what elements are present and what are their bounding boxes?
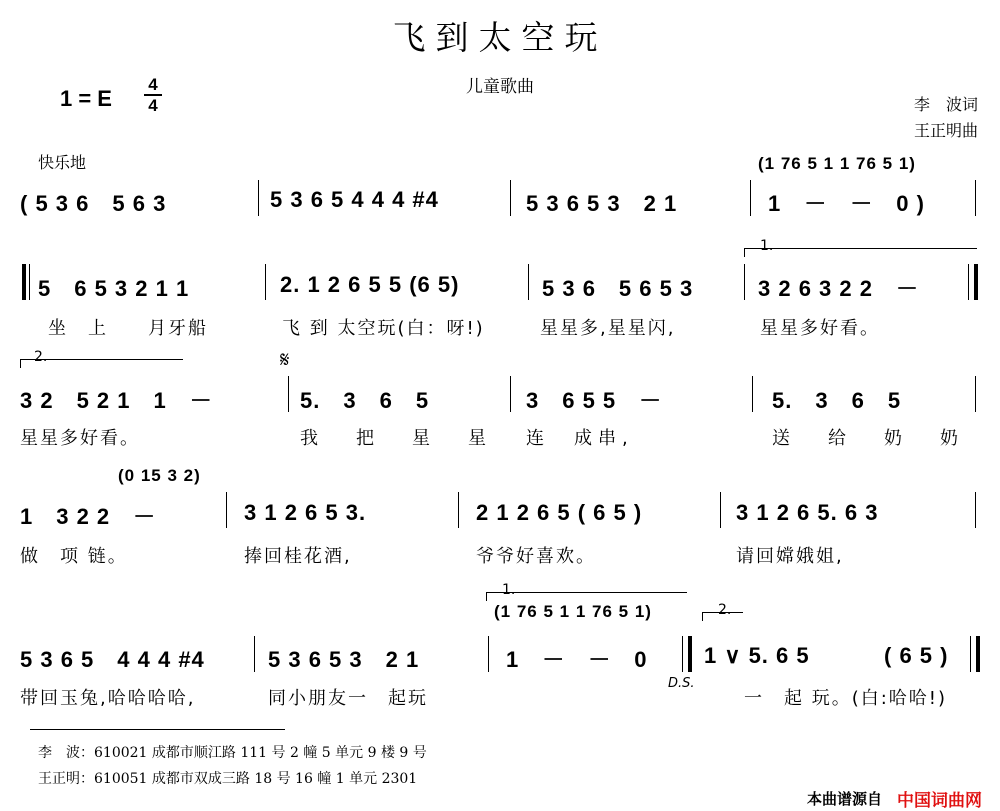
barline bbox=[488, 636, 489, 672]
final-barline bbox=[976, 636, 980, 672]
repeat-end-barline bbox=[974, 264, 978, 300]
barline bbox=[744, 264, 745, 300]
volta-number-1b: 1. bbox=[502, 582, 516, 598]
barline bbox=[975, 180, 976, 216]
barline bbox=[682, 636, 683, 672]
barline bbox=[968, 264, 969, 300]
barline bbox=[288, 376, 289, 412]
lyric-5-1: 带回玉兔,哈哈哈哈, bbox=[20, 688, 196, 709]
lyric-2-4: 星星多好看。 bbox=[760, 318, 880, 339]
measure-1-2: 5 3 6 5 4 4 4 #4 bbox=[270, 187, 439, 212]
song-title: 飞到太空玩 bbox=[392, 18, 608, 57]
barline bbox=[458, 492, 459, 528]
key-signature: 1 = E bbox=[60, 86, 112, 111]
time-signature-top: 4 bbox=[148, 75, 158, 94]
composer-credit: 王正明曲 bbox=[913, 121, 978, 140]
footer-address-composer: 王正明：610051 成都市双成三路 18 号 16 幢 1 单元 2301 bbox=[38, 771, 418, 787]
measure-2-3: 5 3 6 5 6 5 3 bbox=[542, 276, 694, 301]
measure-1-1: ( 5 3 6 5 6 3 bbox=[20, 191, 167, 216]
source-label: 本曲谱源自 bbox=[806, 790, 882, 808]
measure-2-4: 3 2 6 3 2 2 － bbox=[758, 276, 919, 301]
footer-address-lyricist: 李 波：610021 成都市顺江路 111 号 2 幢 5 单元 9 楼 9 号 bbox=[38, 745, 427, 761]
song-subtitle: 儿童歌曲 bbox=[466, 77, 534, 97]
barline bbox=[510, 180, 511, 216]
intro-small-notes: (1 76 5 1 1 76 5 1) bbox=[758, 154, 916, 173]
time-signature-bottom: 4 bbox=[148, 96, 158, 115]
barline bbox=[254, 636, 255, 672]
lyric-2-1: 坐 上 月牙船 bbox=[48, 318, 208, 339]
barline bbox=[970, 636, 971, 672]
measure-3-4: 5. 3 6 5 bbox=[772, 388, 902, 413]
measure-3-3: 3 6 5 5 － bbox=[526, 388, 663, 413]
lyric-3-2: 我 把 星 星 bbox=[300, 428, 496, 449]
lyric-4-1: 做 项 链。 bbox=[20, 546, 128, 567]
measure-1-4: 1 － － 0 ) bbox=[768, 191, 925, 216]
site-watermark: 中国词曲网 bbox=[897, 791, 982, 811]
barline bbox=[528, 264, 529, 300]
small-notes: (0 15 3 2) bbox=[118, 466, 201, 485]
volta-number-2b: 2. bbox=[718, 602, 732, 618]
lyric-3-3: 连 成串, bbox=[526, 428, 634, 449]
barline bbox=[258, 180, 259, 216]
measure-5-1: 5 3 6 5 4 4 4 #4 bbox=[20, 647, 205, 672]
intro-small-notes-2: (1 76 5 1 1 76 5 1) bbox=[494, 602, 652, 621]
barline bbox=[226, 492, 227, 528]
barline bbox=[975, 492, 976, 528]
barline bbox=[720, 492, 721, 528]
barline bbox=[510, 376, 511, 412]
volta-number-1: 1. bbox=[760, 238, 774, 254]
measure-3-1: 3 2 5 2 1 1 － bbox=[20, 388, 213, 413]
segno-sign: 𝄋 bbox=[280, 348, 290, 373]
measure-2-1: 5 6 5 3 2 1 1 bbox=[38, 276, 190, 301]
measure-2-2: 2. 1 2 6 5 5 (6 5) bbox=[280, 272, 460, 297]
measure-4-3: 2 1 2 6 5 ( 6 5 ) bbox=[476, 500, 643, 525]
measure-5-5: ( 6 5 ) bbox=[884, 643, 949, 668]
measure-4-4: 3 1 2 6 5. 6 3 bbox=[736, 500, 879, 525]
lyric-2-3: 星星多,星星闪, bbox=[540, 318, 676, 339]
volta-bracket-1b bbox=[486, 592, 687, 601]
measure-4-1: 1 3 2 2 － bbox=[20, 504, 157, 529]
double-barline bbox=[688, 636, 692, 672]
lyric-2-2: 飞 到 太空玩(白：呀!) bbox=[282, 318, 485, 339]
time-signature bbox=[144, 76, 162, 114]
ds-marking: D.S. bbox=[668, 676, 695, 691]
barline bbox=[29, 264, 30, 300]
repeat-start-barline bbox=[22, 264, 26, 300]
barline bbox=[265, 264, 266, 300]
lyric-4-2: 捧回桂花酒, bbox=[244, 546, 352, 567]
footer-divider bbox=[30, 729, 285, 730]
volta-number-2: 2. bbox=[34, 349, 48, 365]
tempo-marking: 快乐地 bbox=[38, 153, 87, 172]
measure-3-2: 5. 3 6 5 bbox=[300, 388, 430, 413]
volta-bracket-1 bbox=[744, 248, 977, 257]
measure-1-3: 5 3 6 5 3 2 1 bbox=[526, 191, 678, 216]
measure-5-4: 1 ∨ 5. 6 5 bbox=[704, 643, 810, 668]
lyric-5-2: 同小朋友一 起玩 bbox=[268, 688, 428, 709]
lyric-4-4: 请回嫦娥姐, bbox=[736, 546, 844, 567]
lyric-4-3: 爷爷好喜欢。 bbox=[476, 546, 596, 567]
lyric-3-4: 送 给 奶 奶 bbox=[772, 428, 968, 449]
measure-5-3: 1 － － 0 bbox=[506, 647, 648, 672]
measure-4-2: 3 1 2 6 5 3. bbox=[244, 500, 367, 525]
measure-5-2: 5 3 6 5 3 2 1 bbox=[268, 647, 420, 672]
lyric-5-3: 一 起 玩。(白:哈哈!) bbox=[744, 688, 948, 709]
barline bbox=[750, 180, 751, 216]
lyricist-credit: 李 波词 bbox=[913, 95, 978, 114]
barline bbox=[975, 376, 976, 412]
barline bbox=[752, 376, 753, 412]
lyric-3-1: 星星多好看。 bbox=[20, 428, 140, 449]
